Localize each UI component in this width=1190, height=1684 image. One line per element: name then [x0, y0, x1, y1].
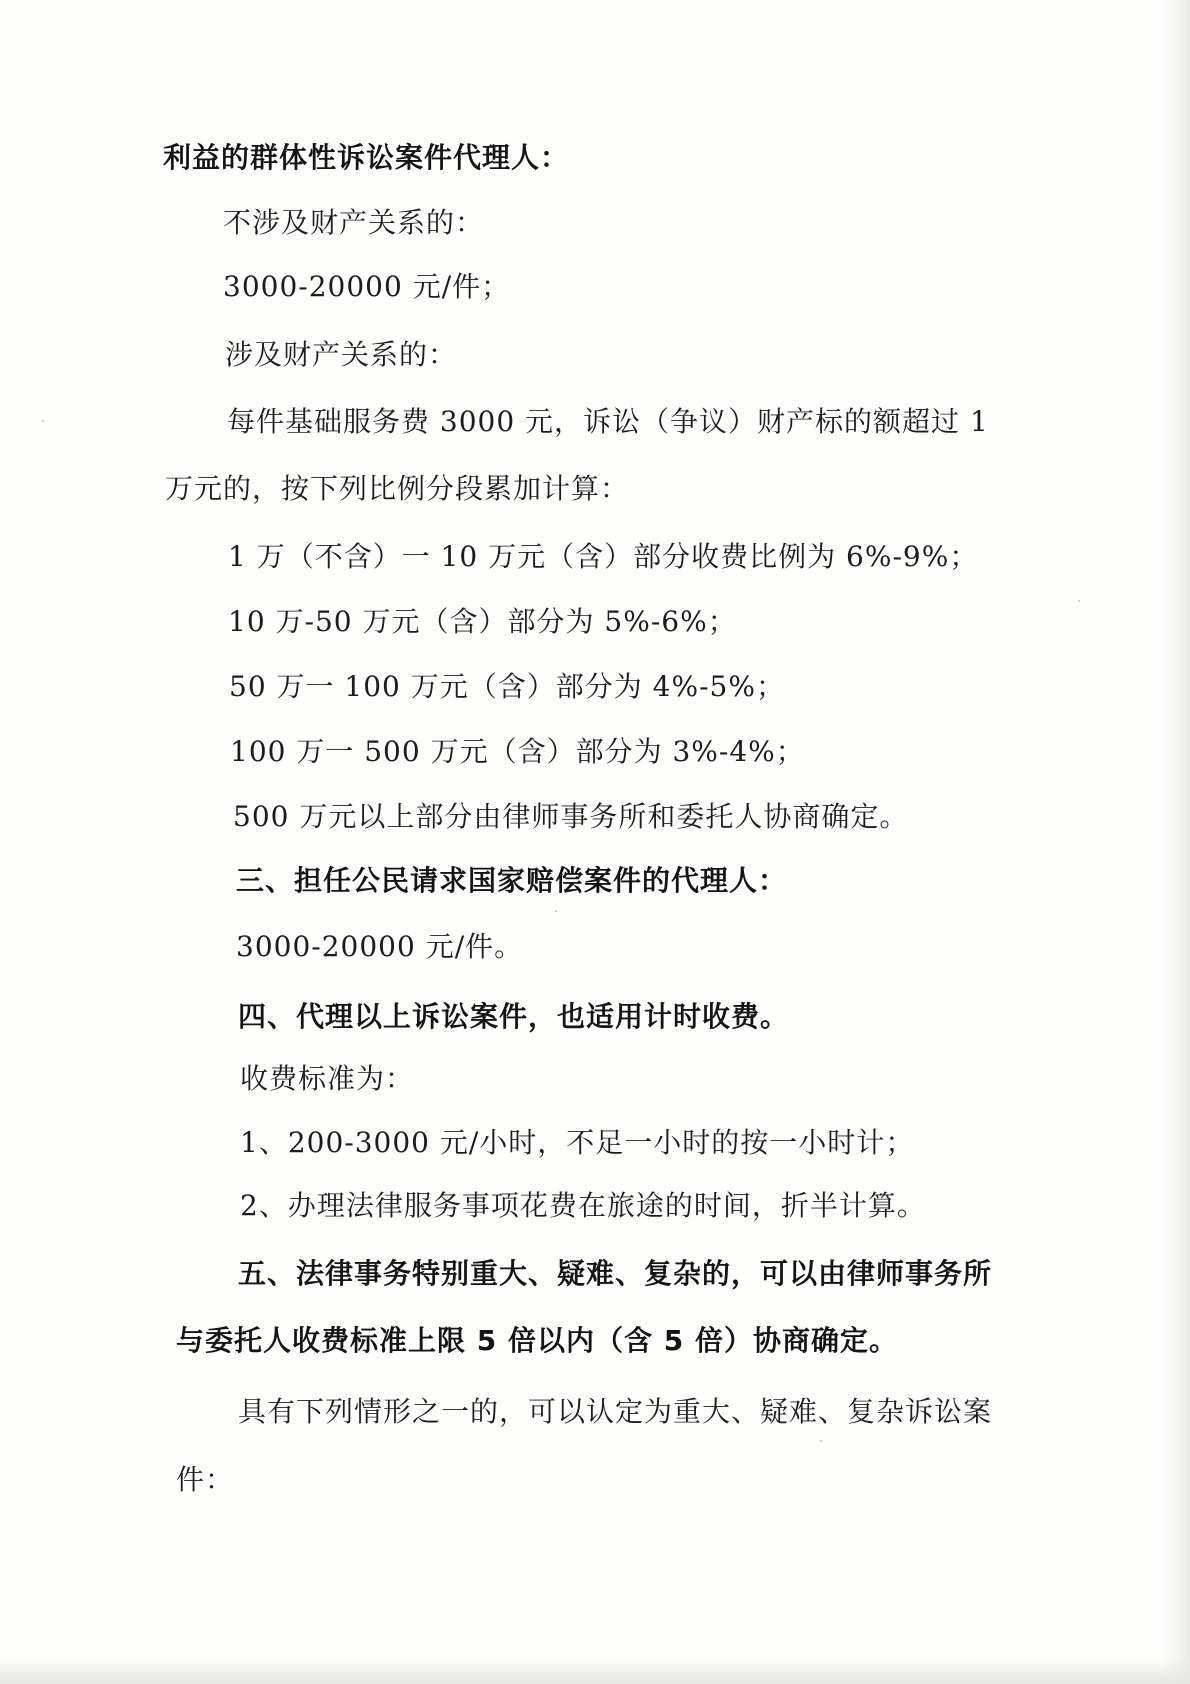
document-line: 10 万-50 万元（含）部分为 5%-6%；: [228, 605, 737, 638]
scan-edge-shadow-bottom: [0, 1658, 1190, 1684]
document-line: 3000-20000 元/件；: [223, 270, 511, 303]
document-line: 五、法律事务特别重大、疑难、复杂的，可以由律师事务所: [238, 1257, 993, 1290]
document-line: 50 万一 100 万元（含）部分为 4%-5%；: [229, 670, 785, 703]
document-line: 3000-20000 元/件。: [236, 930, 524, 963]
document-line: 具有下列情形之一的，可以认定为重大、疑难、复杂诉讼案: [238, 1395, 993, 1428]
document-line: 100 万一 500 万元（含）部分为 3%-4%；: [230, 735, 805, 768]
document-line: 1 万（不含）一 10 万元（含）部分收费比例为 6%-9%；: [228, 540, 979, 573]
document-line: 与委托人收费标准上限 5 倍以内（含 5 倍）协商确定。: [176, 1324, 898, 1357]
scan-speck: [1078, 600, 1080, 602]
document-line: 四、代理以上诉讼案件，也适用计时收费。: [238, 1000, 790, 1033]
document-line: 2、办理法律服务事项花费在旅途的时间，折半计算。: [240, 1189, 926, 1222]
document-line: 1、200-3000 元/小时，不足一小时的按一小时计；: [240, 1126, 915, 1159]
scan-speck: [555, 910, 557, 912]
scan-edge-shadow: [1162, 0, 1190, 1684]
document-line: 不涉及财产关系的：: [223, 206, 485, 239]
scan-speck: [820, 1440, 822, 1442]
document-line: 收费标准为：: [240, 1062, 415, 1095]
document-line: 万元的，按下列比例分段累加计算：: [165, 472, 630, 505]
scan-speck: [42, 420, 44, 422]
document-line: 500 万元以上部分由律师事务所和委托人协商确定。: [233, 800, 909, 833]
document-line: 三、担任公民请求国家赔偿案件的代理人：: [236, 864, 788, 897]
document-line: 件：: [176, 1463, 235, 1496]
document-line: 利益的群体性诉讼案件代理人：: [163, 141, 570, 174]
document-line: 每件基础服务费 3000 元，诉讼（争议）财产标的额超过 1: [227, 405, 989, 438]
document-line: 涉及财产关系的：: [225, 338, 458, 371]
